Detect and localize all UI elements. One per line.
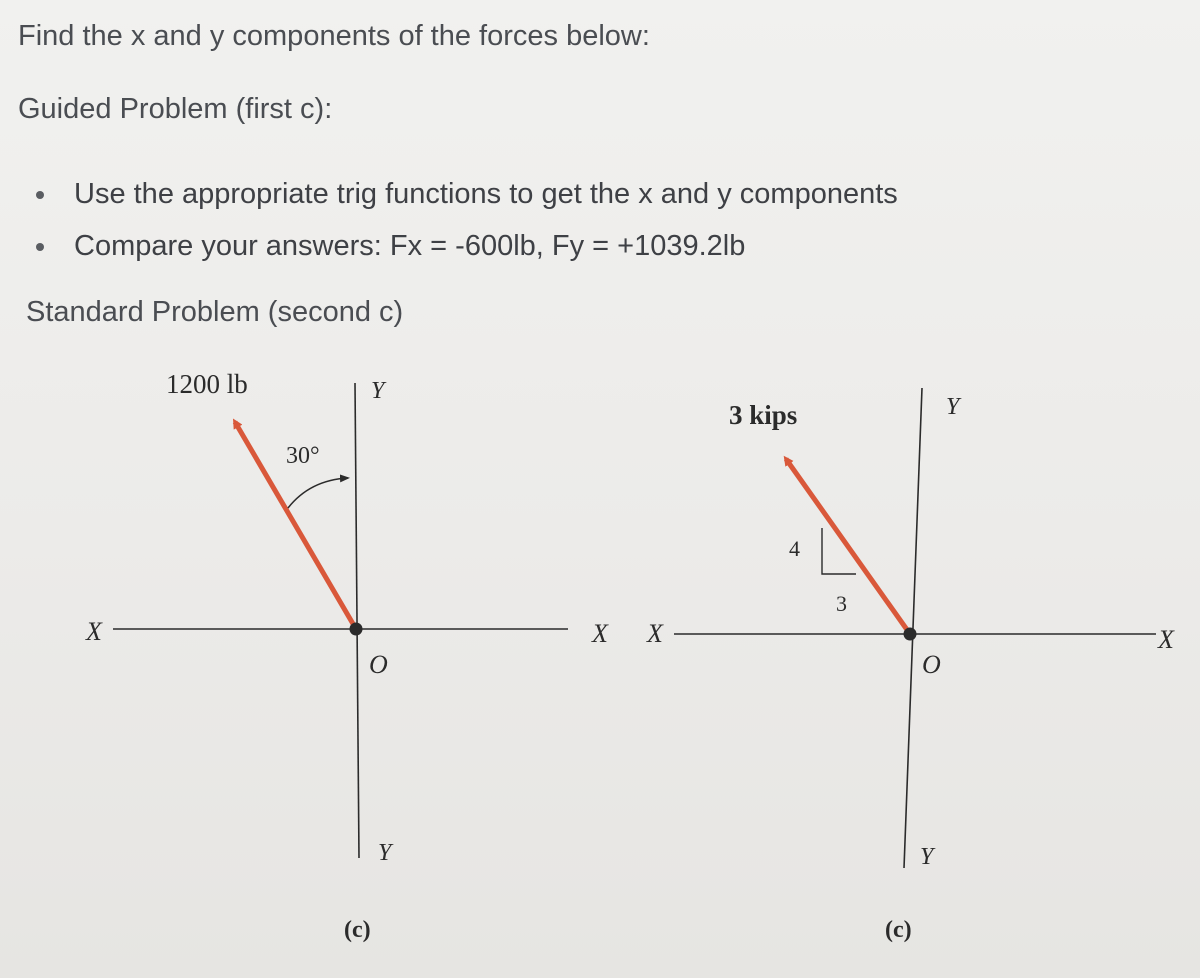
right-y-label-top: Y (946, 394, 960, 420)
slope-rise-label: 4 (789, 536, 800, 561)
right-force-label: 3 kips (729, 400, 798, 430)
left-angle-arc (288, 478, 348, 508)
left-x-label-left: X (86, 617, 102, 646)
left-origin-point (350, 623, 363, 636)
left-x-label-right: X (592, 619, 608, 648)
problem-heading: Find the x and y components of the forces below: (18, 20, 650, 52)
right-y-label-bottom: Y (920, 844, 934, 870)
right-force-arrow (786, 459, 910, 634)
guided-problem-title: Guided Problem (first c): (18, 93, 333, 125)
left-y-label-top: Y (371, 378, 385, 404)
slope-run-label: 3 (836, 591, 847, 616)
right-x-label-right: X (1158, 625, 1174, 654)
left-origin-label: O (369, 650, 388, 679)
left-y-label-bottom: Y (378, 840, 392, 866)
left-force-label: 1200 lb (166, 369, 248, 399)
left-force-diagram (85, 369, 609, 943)
right-origin-point (904, 628, 917, 641)
standard-problem-title: Standard Problem (second c) (26, 296, 404, 328)
left-figure-caption: (c) (344, 917, 371, 943)
right-origin-label: O (922, 650, 941, 679)
right-x-label-left: X (647, 619, 663, 648)
instruction-text: Use the appropriate trig functions to get the x and y components (74, 178, 898, 210)
answer-text: Compare your answers: Fx = -600lb, Fy = +1039.2lb (74, 230, 746, 262)
left-angle-label: 30° (286, 443, 320, 469)
left-y-axis (355, 383, 359, 858)
right-figure-caption: (c) (885, 917, 912, 943)
right-force-diagram (646, 388, 1175, 943)
